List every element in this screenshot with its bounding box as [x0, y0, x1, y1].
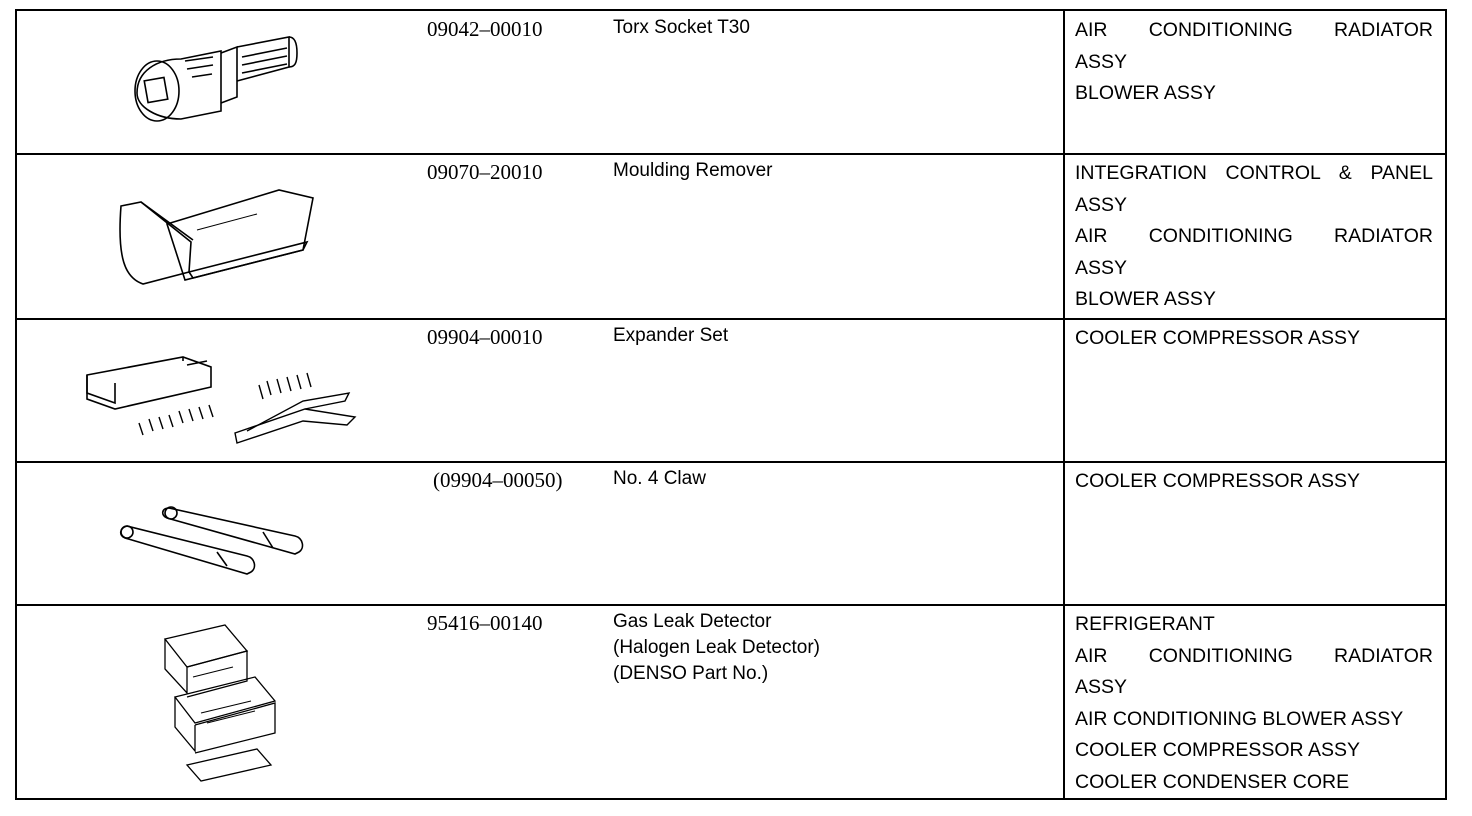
part-number: 09042–00010 [427, 17, 543, 41]
application-list: REFRIGERANT AIR CONDITIONING RADIATOR ASSY AIR CONDITIONING BLOWER ASSY COOLER COMPRESSOR ASSY COOLER CONDENSER CORE [1075, 613, 1433, 793]
tool-description: Torx Socket T30 [613, 17, 750, 38]
tool-description: Moulding Remover [613, 160, 773, 181]
part-number: 95416–00140 [427, 611, 543, 635]
claw-pair-icon [17, 462, 417, 605]
application-list: INTEGRATION CONTROL & PANEL ASSY AIR CONDITIONING RADIATOR ASSY BLOWER ASSY [1075, 162, 1433, 310]
table-row [17, 154, 1445, 319]
tool-description: Expander Set [613, 325, 729, 346]
table-row [17, 605, 1445, 800]
application-list: COOLER COMPRESSOR ASSY [1075, 327, 1360, 349]
part-number: 09070–20010 [427, 160, 543, 184]
leak-detector-icon [17, 605, 417, 800]
application-list: AIR CONDITIONING RADIATOR ASSY BLOWER ASSY [1075, 19, 1433, 104]
table-row [17, 462, 1445, 605]
torx-socket-icon [17, 11, 417, 154]
application-list: COOLER COMPRESSOR ASSY [1075, 470, 1360, 492]
tool-table [15, 9, 1447, 800]
expander-set-icon [17, 319, 417, 462]
moulding-remover-icon [17, 154, 417, 319]
part-number: (09904–00050) [433, 468, 563, 492]
tool-description: Gas Leak Detector (Halogen Leak Detector) (DENSO Part No.) [613, 611, 820, 684]
table-row [17, 319, 1445, 462]
table-row [17, 11, 1445, 154]
part-number: 09904–00010 [427, 325, 543, 349]
tool-description: No. 4 Claw [613, 468, 706, 489]
